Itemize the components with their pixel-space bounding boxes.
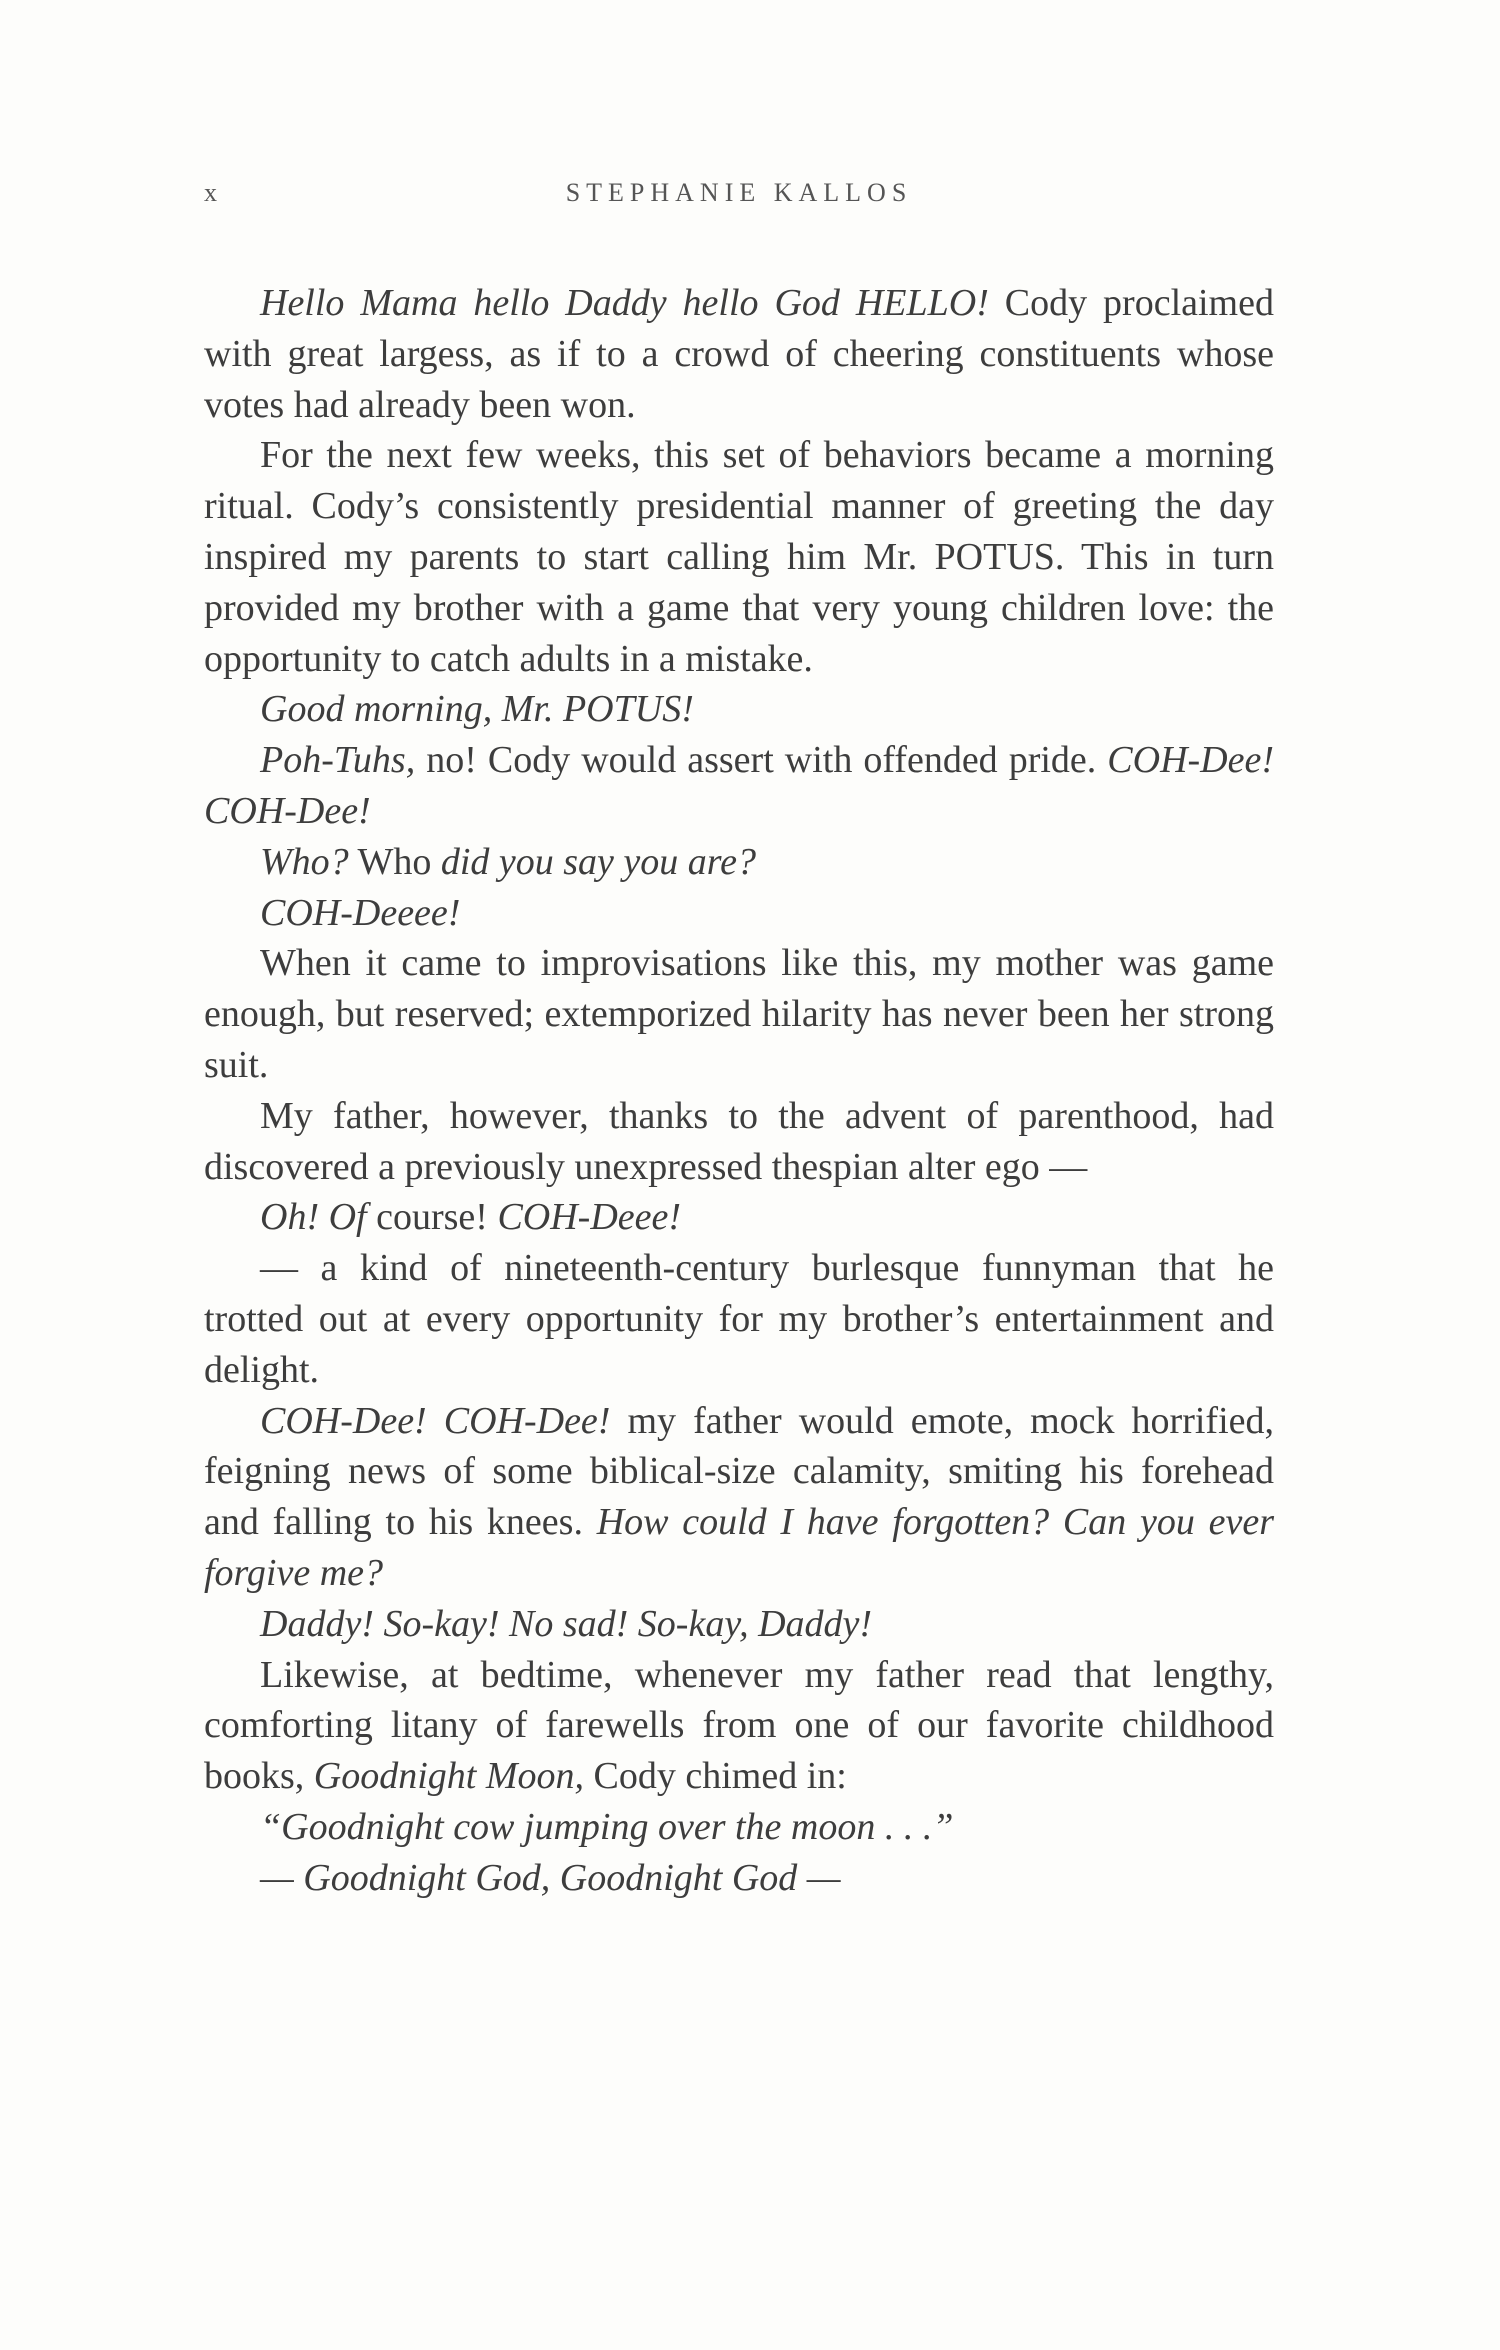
page-number: x (204, 178, 219, 207)
italic-text: COH-Dee! COH-Dee! (260, 1399, 611, 1442)
paragraph-1 (204, 278, 1274, 430)
paragraph-9 (204, 1192, 1274, 1243)
paragraph-10 (204, 1243, 1274, 1395)
paragraph-11 (204, 1396, 1274, 1599)
paragraph-8 (204, 1091, 1274, 1193)
italic-text: Hello Mama hello Daddy hello God HELLO! (260, 282, 989, 324)
roman-text: My father, however, thanks to the advent of parenthood, had discovered a previously unexpressed thespian alter ego — (204, 1094, 1274, 1188)
italic-text: — Goodnight God, Goodnight God — (260, 1856, 841, 1899)
italic-text: Who? (260, 840, 349, 883)
paragraph-12 (204, 1599, 1274, 1650)
roman-text: my father would emote, mock horrified, feigning news of some biblical-size calamity, smiting his forehead and falling to his knees. (204, 1399, 1275, 1544)
body-text (204, 278, 1274, 1904)
italic-text: did you say you are? (440, 840, 757, 883)
roman-text: Who (348, 840, 441, 883)
paragraph-14 (204, 1802, 1274, 1853)
roman-text: For the next few weeks, this set of behaviors became a morning ritual. Cody’s consistently presidential manner of greeting the day inspired my parents to start calling him Mr. POTUS. This in turn provided my brother with a game that very young children love: the opportunity to catch adults in a mistake. (204, 434, 1274, 680)
paragraph-4 (204, 735, 1274, 837)
italic-text: “Goodnight cow jumping over the moon . . .” (260, 1805, 954, 1848)
italic-text: Good morning, Mr. POTUS! (260, 688, 694, 731)
running-head (204, 178, 1274, 218)
roman-text: no! Cody would assert with offended pride. (415, 739, 1108, 782)
paragraph-7 (204, 938, 1274, 1090)
italic-text: Oh! Of (260, 1196, 367, 1239)
paragraph-13 (204, 1650, 1274, 1802)
italic-text: COH-Deee! (497, 1196, 682, 1239)
roman-text: course! (366, 1196, 498, 1239)
paragraph-3 (204, 684, 1274, 735)
roman-text: Cody proclaimed with great largess, as if to a crowd of cheering constituents whose votes had already been won. (204, 282, 1274, 426)
italic-text: Goodnight Moon, (313, 1755, 585, 1798)
italic-text: COH-Dee! COH-Dee! (204, 739, 1274, 832)
roman-text: Cody chimed in: (584, 1755, 847, 1798)
roman-text: — a kind of nineteenth-century burlesque funnyman that he trotted out at every opportunity for my brother’s entertainment and delight. (204, 1247, 1274, 1391)
roman-text: When it came to improvisations like this, my mother was game enough, but reserved; extemporized hilarity has never been her strong suit. (204, 942, 1274, 1086)
italic-text: How could I have forgotten? Can you ever forgive me? (204, 1501, 1275, 1594)
paragraph-5 (204, 837, 1274, 888)
running-head-author: STEPHANIE KALLOS (565, 178, 913, 207)
paragraph-15 (204, 1853, 1274, 1904)
roman-text: Likewise, at bedtime, whenever my father read that lengthy, comforting litany of farewells from one of our favorite childhood books, (204, 1653, 1274, 1798)
italic-text: Daddy! So-kay! No sad! So-kay, Daddy! (260, 1602, 873, 1645)
italic-text: COH-Deeee! (260, 891, 461, 934)
paragraph-2 (204, 430, 1274, 684)
paragraph-6 (204, 888, 1274, 939)
italic-text: Poh-Tuhs, (260, 739, 416, 782)
